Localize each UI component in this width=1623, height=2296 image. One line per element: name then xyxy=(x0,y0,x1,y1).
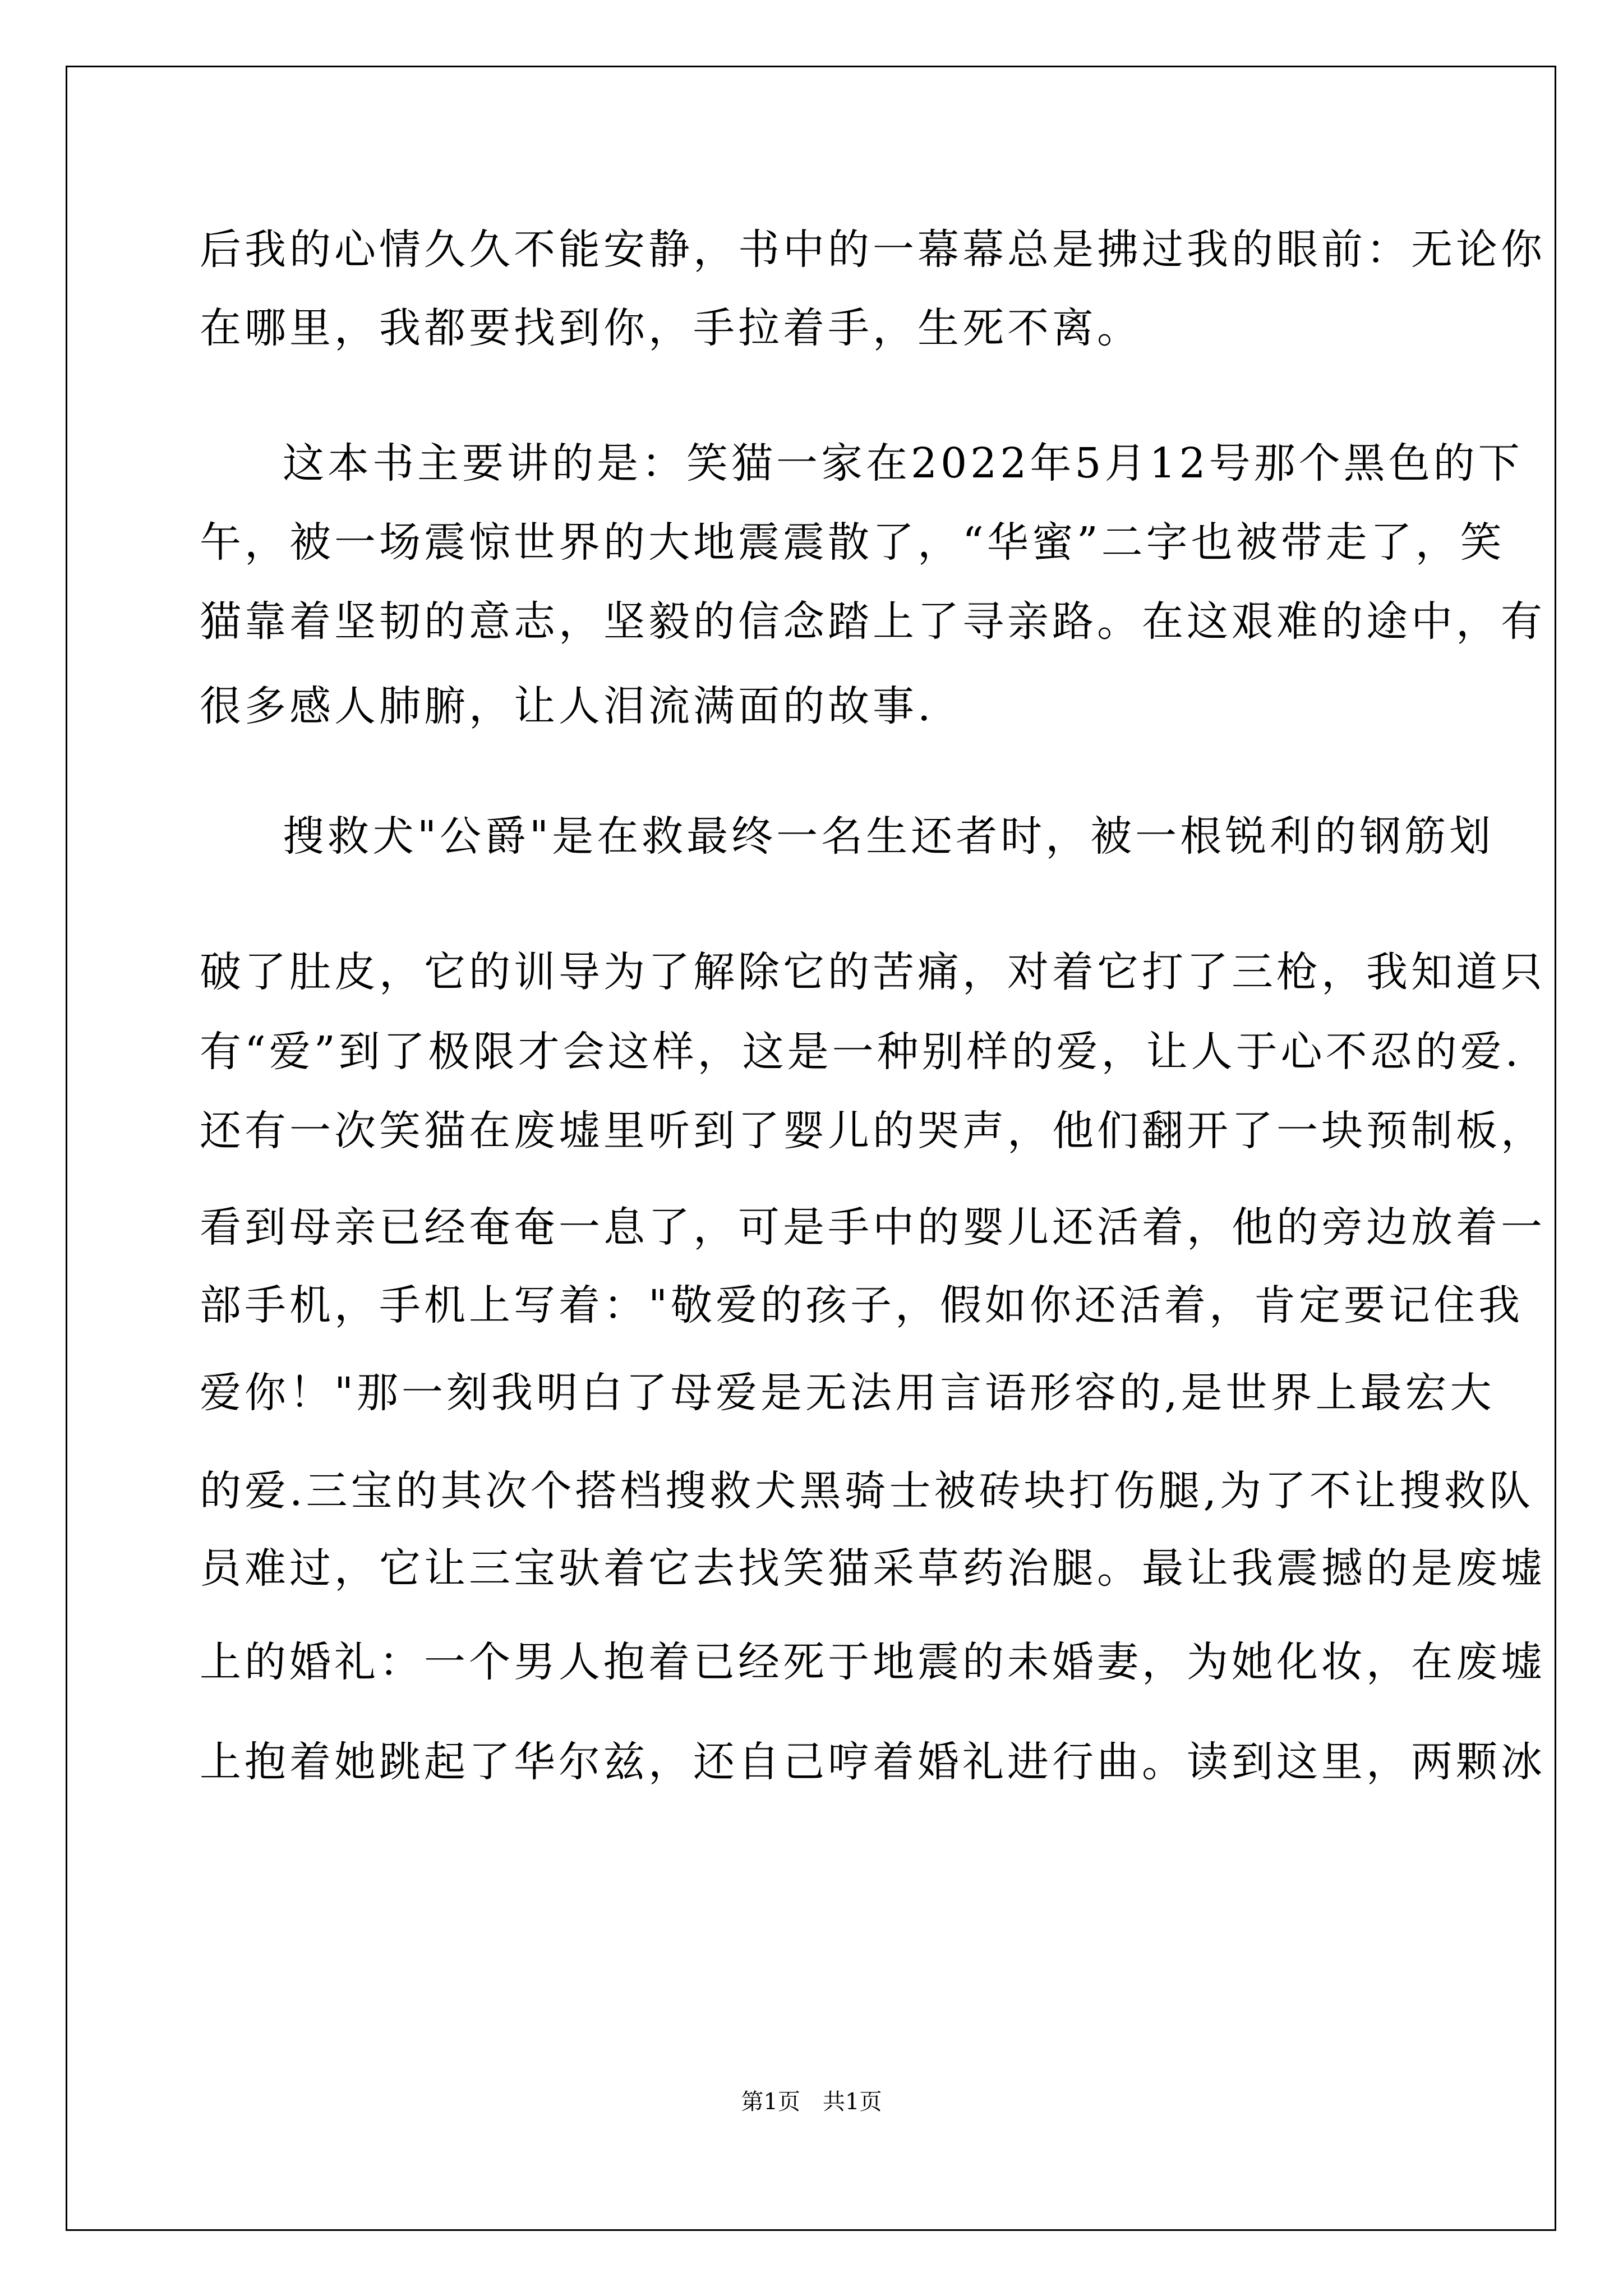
text-line-2: 在哪里，我都要找到你，手拉着手，生死不离。 xyxy=(200,304,1142,352)
text-line-14: 的爱.三宝的其次个搭档搜救犬黑骑士被砖块打伤腿,为了不让搜救队 xyxy=(200,1467,1534,1515)
text-line-6: 很多感人肺腑，让人泪流满面的故事. xyxy=(200,682,934,730)
text-line-5: 猫靠着坚韧的意志，坚毅的信念踏上了寻亲路。在这艰难的途中，有 xyxy=(200,597,1546,646)
page-number: 第1页 xyxy=(741,2089,800,2115)
text-line-12: 部手机，手机上写着："敬爱的孩子，假如你还活着，肯定要记住我 xyxy=(200,1281,1524,1329)
text-line-11: 看到母亲已经奄奄一息了，可是手中的婴儿还活着，他的旁边放着一 xyxy=(200,1203,1546,1251)
text-line-16: 上的婚礼：一个男人抱着已经死于地震的未婚妻，为她化妆，在废墟 xyxy=(200,1638,1546,1686)
text-line-17: 上抱着她跳起了华尔兹，还自己哼着婚礼进行曲。读到这里，两颗冰 xyxy=(200,1738,1546,1786)
text-line-15: 员难过，它让三宝驮着它去找笑猫采草药治腿。最让我震撼的是废墟 xyxy=(200,1544,1546,1593)
paragraph-3-line-1: 搜救犬"公爵"是在救最终一名生还者时，被一根锐利的钢筋划 xyxy=(283,812,1495,861)
text-line-10: 还有一次笑猫在废墟里听到了婴儿的哭声，他们翻开了一块预制板， xyxy=(200,1107,1546,1155)
text-line-8: 破了肚皮，它的训导为了解除它的苦痛，对着它打了三枪，我知道只 xyxy=(200,948,1546,996)
page-footer xyxy=(0,2084,1623,2116)
text-line-13: 爱你！"那一刻我明白了母爱是无法用言语形容的,是世界上最宏大 xyxy=(200,1369,1495,1417)
text-line-1: 后我的心情久久不能安静，书中的一幕幕总是拂过我的眼前：无论你 xyxy=(200,226,1546,274)
paragraph-2-line-1: 这本书主要讲的是：笑猫一家在2022年5月12号那个黑色的下 xyxy=(283,439,1523,487)
text-line-9: 有“爱”到了极限才会这样，这是一种别样的爱，让人于心不忍的爱. xyxy=(200,1028,1522,1076)
page-total: 共1页 xyxy=(823,2089,882,2115)
text-line-4: 午，被一场震惊世界的大地震震散了，“华蜜”二字也被带走了，笑 xyxy=(200,518,1505,567)
